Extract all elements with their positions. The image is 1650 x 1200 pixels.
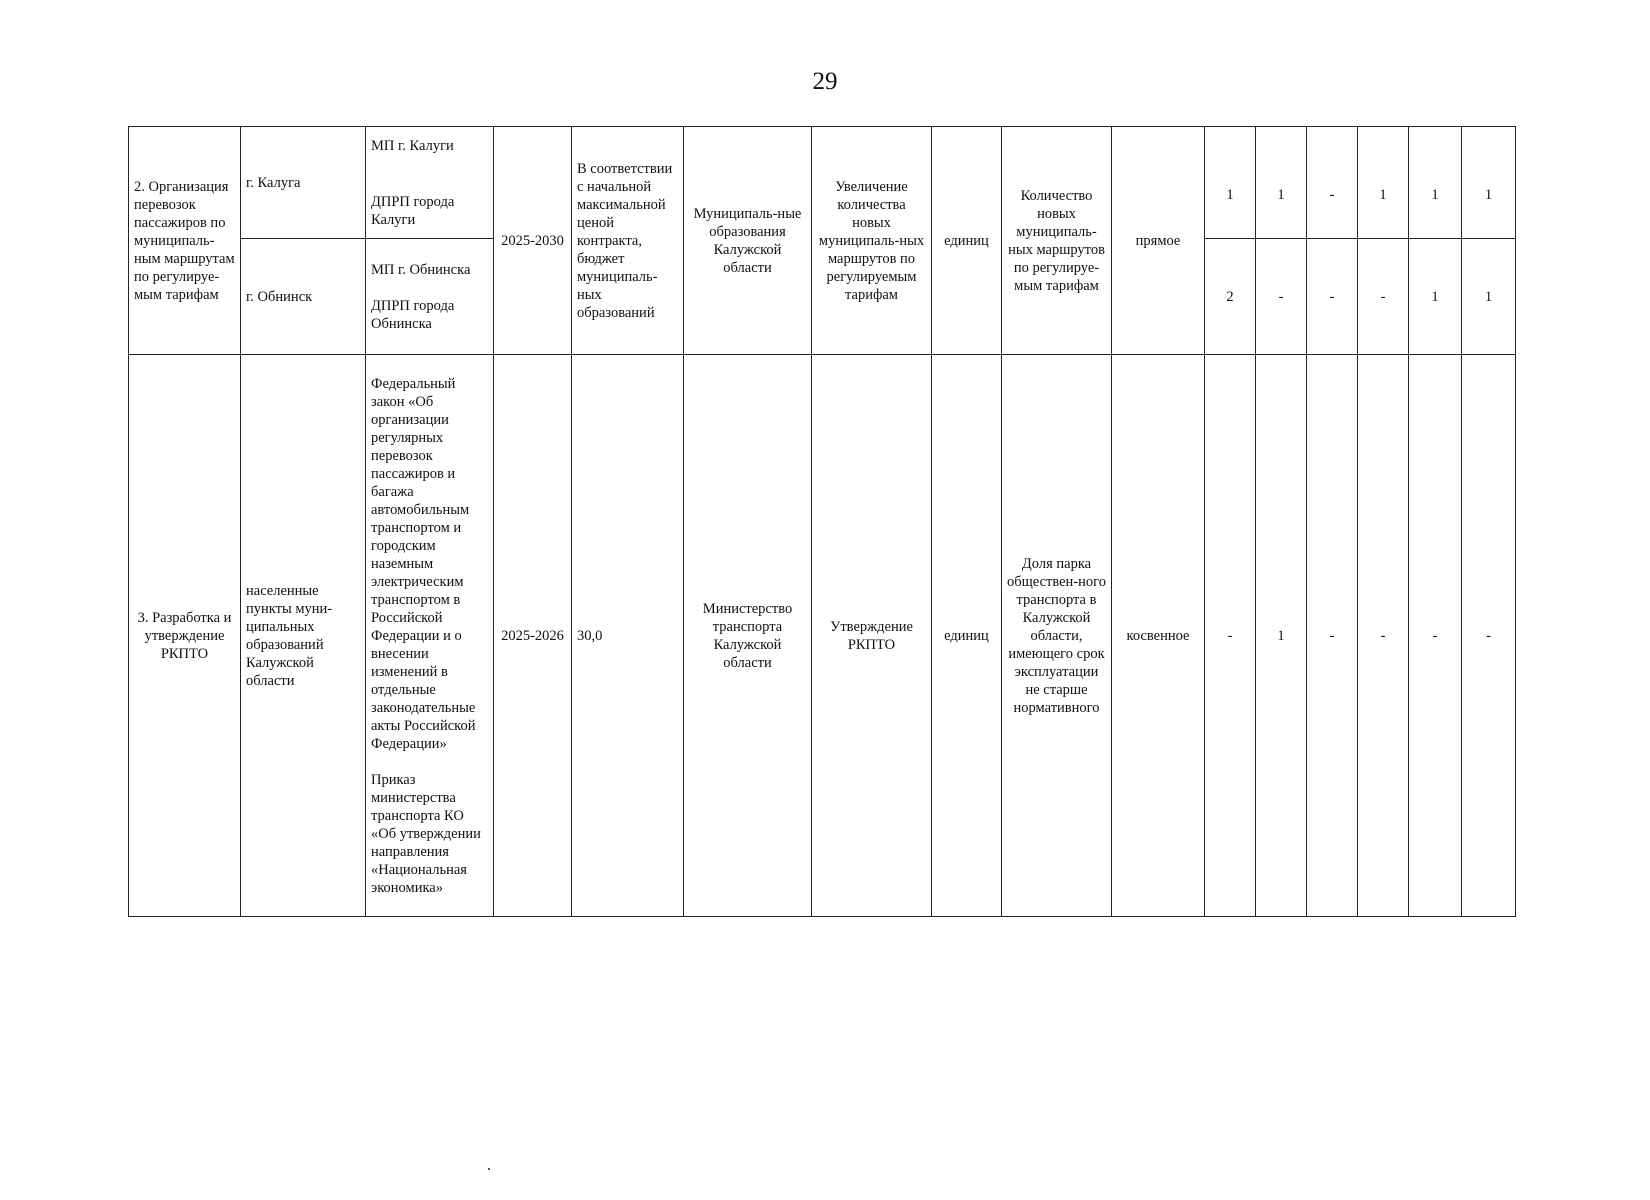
task-text: 3. Разработка и утверждение РКПТО <box>137 609 232 662</box>
indicator-cell <box>1002 127 1112 355</box>
value-cell: 1 <box>1205 127 1256 239</box>
influence-text: прямое <box>1135 232 1181 249</box>
territory-cell <box>241 127 366 239</box>
value-cell: - <box>1256 239 1307 355</box>
scan-speck <box>488 1168 490 1170</box>
value-cell: 1 <box>1358 127 1409 239</box>
table-row <box>129 127 1516 239</box>
funding-cell <box>572 355 684 917</box>
result-text: Утверждение РКПТО <box>830 618 913 653</box>
measures-table <box>128 126 1516 917</box>
task-cell <box>129 127 241 355</box>
value-cell: 1 <box>1409 127 1462 239</box>
territory-text: населенные пункты муни-ципальных образований Калужской области <box>246 582 333 689</box>
territory-cell <box>241 239 366 355</box>
value-cell: - <box>1307 127 1358 239</box>
funding-text: 30,0 <box>577 627 603 644</box>
table-row <box>129 355 1516 917</box>
influence-text: косвенное <box>1126 627 1190 644</box>
executor-text: ДПРП города Калуги <box>371 193 455 228</box>
indicator-cell <box>1002 355 1112 917</box>
unit-text: единиц <box>944 627 989 644</box>
value-cell: 1 <box>1462 127 1516 239</box>
term-cell <box>494 355 572 917</box>
unit-cell <box>932 355 1002 917</box>
funding-text: В соответствии с начальной максимальной ценой контракта, бюджет муниципаль-ных образований <box>577 160 673 321</box>
territory-text: г. Обнинск <box>246 288 313 305</box>
value-cell: - <box>1462 355 1516 917</box>
funding-cell <box>572 127 684 355</box>
responsible-cell <box>684 127 812 355</box>
responsible-text: Муниципаль-ные образования Калужской области <box>693 205 802 276</box>
value-cell: 1 <box>1256 355 1307 917</box>
unit-cell <box>932 127 1002 355</box>
influence-cell <box>1112 127 1205 355</box>
value-cell: - <box>1358 239 1409 355</box>
indicator-text: Количество новых муниципаль-ных маршрутов по регулируе-мым тарифам <box>1008 187 1105 294</box>
value-cell: - <box>1307 239 1358 355</box>
result-cell <box>812 355 932 917</box>
unit-text: единиц <box>944 232 989 249</box>
value-cell: 1 <box>1256 127 1307 239</box>
indicator-text: Доля парка обществен-ного транспорта в Калужской области, имеющего срок эксплуатации не старше нормативного <box>1007 555 1106 716</box>
territory-text: г. Калуга <box>246 174 301 191</box>
term-text: 2025-2030 <box>501 232 564 249</box>
responsible-cell <box>684 355 812 917</box>
basis-cell <box>366 355 494 917</box>
result-cell <box>812 127 932 355</box>
responsible-text: Министерство транспорта Калужской области <box>702 600 793 671</box>
page-number: 29 <box>812 68 838 95</box>
value-cell: - <box>1307 355 1358 917</box>
value-cell: - <box>1358 355 1409 917</box>
value-cell: - <box>1205 355 1256 917</box>
territory-cell <box>241 355 366 917</box>
executor-cell <box>366 239 494 355</box>
value-cell: 1 <box>1409 239 1462 355</box>
value-cell: 1 <box>1462 239 1516 355</box>
executor-text: МП г. Калуги <box>371 137 454 154</box>
value-cell: - <box>1409 355 1462 917</box>
executor-text: МП г. Обнинска <box>371 261 471 278</box>
task-cell <box>129 355 241 917</box>
term-cell <box>494 127 572 355</box>
basis-text: Федеральный закон «Об организации регулярных перевозок пассажиров и багажа автомобильным транспортом и городским наземным электрическим транспортом в Российской Федерации и о внесении изменений в отдельные законодательные акты Российской Федерации» <box>371 375 476 752</box>
result-text: Увеличение количества новых муниципаль-ных маршрутов по регулируемым тарифам <box>818 178 925 303</box>
influence-cell <box>1112 355 1205 917</box>
basis-text: Приказ министерства транспорта КО «Об утверждении направления «Национальная экономика» <box>371 771 481 896</box>
executor-cell <box>366 127 494 239</box>
executor-text: ДПРП города Обнинска <box>371 297 455 332</box>
task-text: 2. Организация перевозок пассажиров по муниципаль-ным маршрутам по регулируе-мым тарифам <box>134 178 235 303</box>
term-text: 2025-2026 <box>501 627 564 644</box>
value-cell: 2 <box>1205 239 1256 355</box>
